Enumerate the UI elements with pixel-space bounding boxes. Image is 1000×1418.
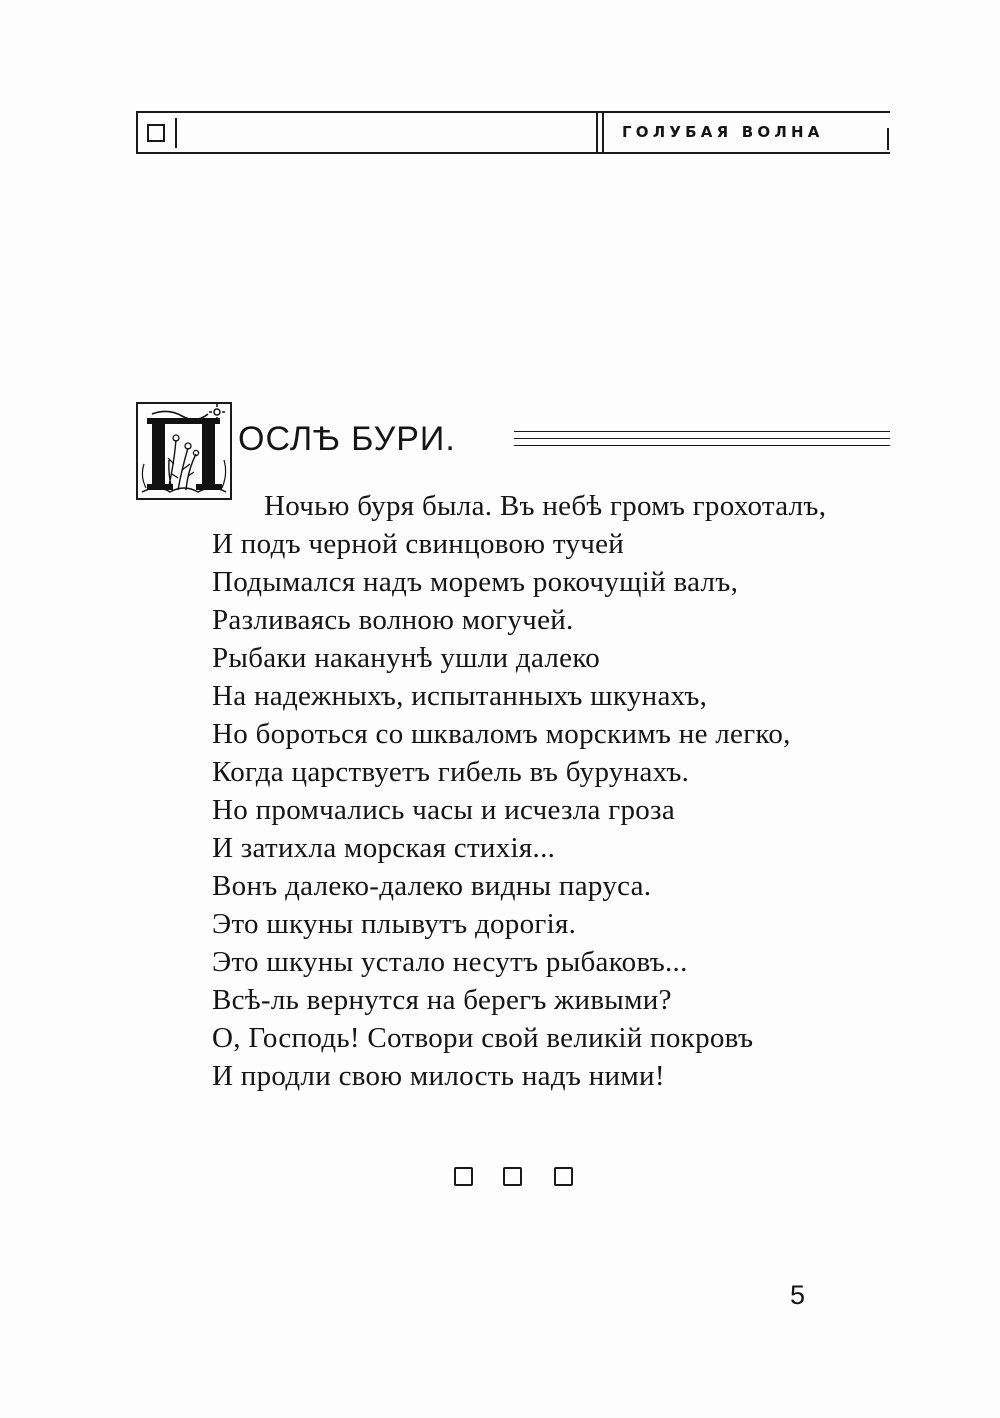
poem-line: Это шкуны плывутъ дорогія.	[212, 908, 577, 940]
decorated-initial	[136, 402, 232, 500]
header-left-bar	[136, 111, 138, 154]
title-rule	[514, 431, 890, 432]
poem-line: О, Господь! Сотвори свой великій покровъ	[212, 1022, 754, 1054]
square-ornament-icon	[147, 124, 165, 142]
poem-line: Это шкуны устало несутъ рыбаковъ...	[212, 946, 688, 978]
page-number: 5	[790, 1280, 806, 1310]
poem-line: Но промчались часы и исчезла гроза	[212, 794, 675, 826]
header-right-bar	[887, 128, 889, 150]
poem-line: И затихла морская стихія...	[212, 832, 556, 864]
header-top-rule	[136, 111, 890, 113]
poem-line: Разливаясь волною могучей.	[212, 604, 574, 636]
running-header-title: ГОЛУБАЯ ВОЛНА	[622, 123, 824, 141]
poem-line: Но бороться со шкваломъ морскимъ не легко,	[212, 718, 791, 750]
floral-initial-icon	[138, 404, 230, 498]
poem-line: На надежныхъ, испытанныхъ шкунахъ,	[212, 680, 708, 712]
square-ornament-icon	[503, 1167, 522, 1186]
title-rule	[514, 445, 890, 446]
poem-title: ОСЛѢ БУРИ.	[238, 420, 456, 458]
poem-line: Вонъ далеко-далеко видны паруса.	[212, 870, 652, 902]
header-bottom-rule	[136, 152, 890, 154]
poem-line: Ночью буря была. Въ небѣ громъ грохоталъ,	[264, 490, 827, 522]
title-rule	[514, 438, 890, 439]
header-divider-bar	[596, 113, 598, 153]
square-ornament-icon	[454, 1167, 473, 1186]
poem-line: Подымался надъ моремъ рокочущій валъ,	[212, 566, 739, 598]
poem-line: И подъ черной свинцовою тучей	[212, 528, 625, 560]
poem-line: И продли свою милость надъ ними!	[212, 1060, 665, 1092]
header-divider-bar	[602, 113, 604, 153]
square-ornament-icon	[554, 1167, 573, 1186]
poem-line: Всѣ-ль вернутся на берегъ живыми?	[212, 984, 672, 1016]
poem-line: Когда царствуетъ гибель въ бурунахъ.	[212, 756, 690, 788]
poem-line: Рыбаки наканунѣ ушли далеко	[212, 642, 601, 674]
header-inner-bar	[175, 118, 177, 148]
